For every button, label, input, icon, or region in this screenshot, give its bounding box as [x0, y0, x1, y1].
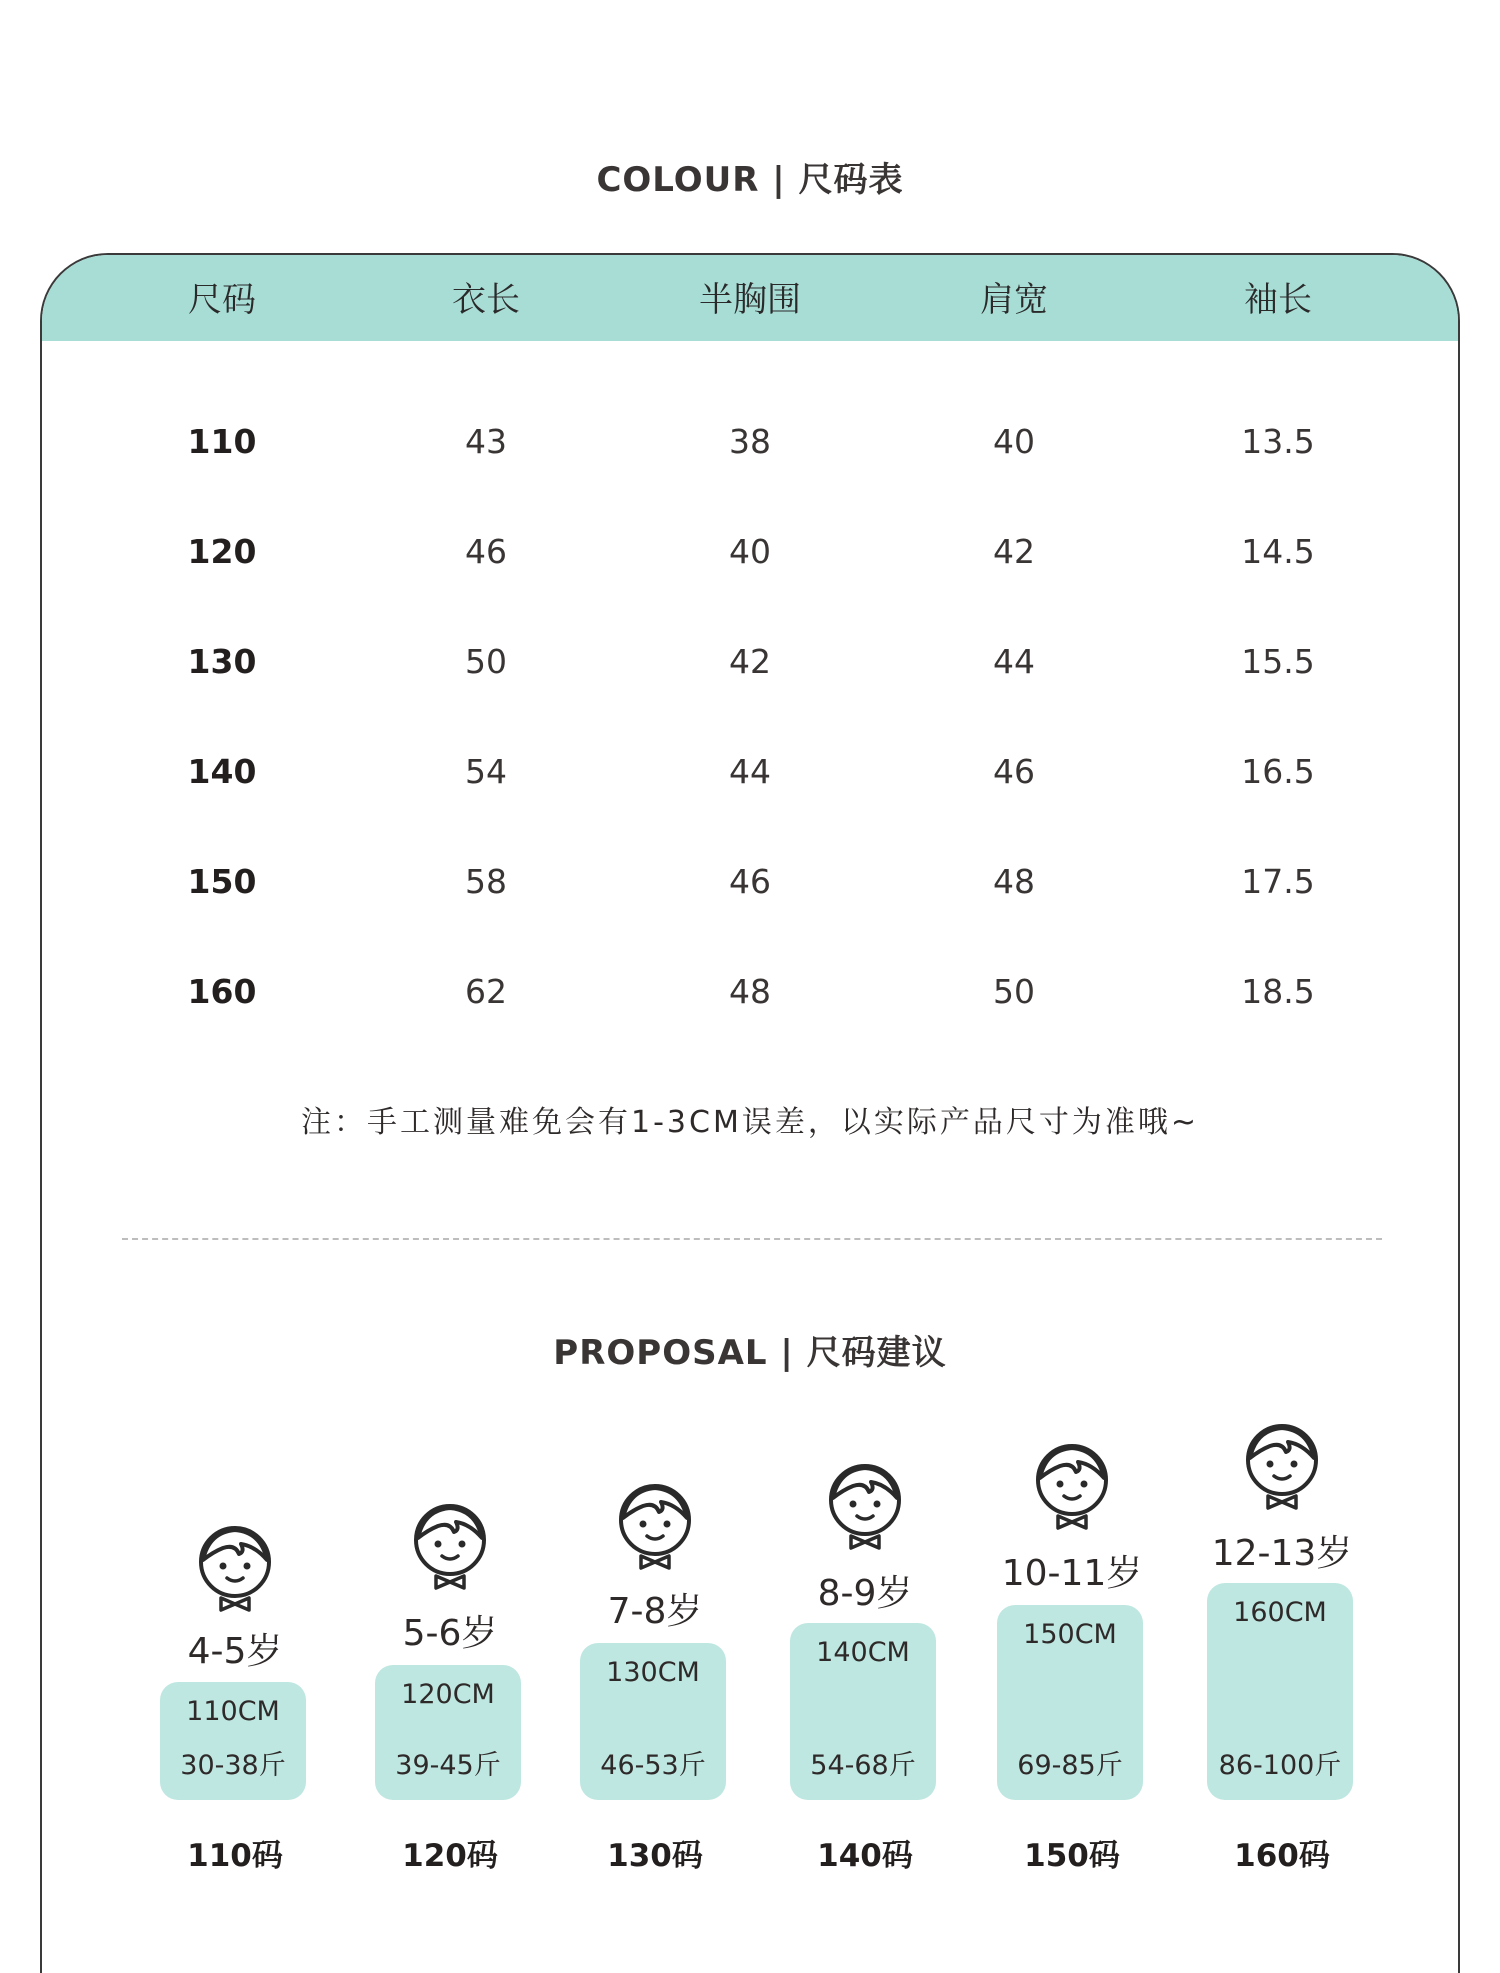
- weight-label: 69-85斤: [1017, 1750, 1123, 1781]
- size-code-label: 150码: [1024, 1838, 1120, 1874]
- cell-length: 54: [465, 752, 507, 791]
- age-label: 4-5岁: [187, 1631, 283, 1672]
- cell-length: 43: [465, 422, 507, 461]
- cell-shoulder: 40: [993, 422, 1035, 461]
- cell-length: 50: [465, 642, 507, 681]
- table-row: [42, 632, 1458, 692]
- cell-shoulder: 46: [993, 752, 1035, 791]
- cell-chest: 48: [729, 972, 771, 1011]
- cell-sleeve: 14.5: [1241, 532, 1315, 571]
- height-label: 120CM: [401, 1679, 495, 1710]
- cell-chest: 46: [729, 862, 771, 901]
- size-box: [160, 1682, 306, 1800]
- size-chart-card: [40, 253, 1460, 1973]
- height-label: 130CM: [606, 1657, 700, 1688]
- table-row: [42, 962, 1458, 1022]
- weight-label: 86-100斤: [1218, 1750, 1342, 1781]
- cell-sleeve: 17.5: [1241, 862, 1315, 901]
- cell-chest: 42: [729, 642, 771, 681]
- size-code-label: 130码: [607, 1838, 703, 1874]
- size-box: [790, 1623, 936, 1800]
- weight-label: 46-53斤: [600, 1750, 706, 1781]
- size-code-label: 160码: [1234, 1838, 1330, 1874]
- cell-size: 150: [187, 862, 257, 901]
- size-code-label: 140码: [817, 1838, 913, 1874]
- header-chest: 半胸围: [699, 280, 801, 320]
- table-row: [42, 412, 1458, 472]
- child-face-icon: [615, 1480, 695, 1570]
- cell-chest: 44: [729, 752, 771, 791]
- age-label: 8-9岁: [817, 1573, 913, 1614]
- weight-label: 39-45斤: [395, 1750, 501, 1781]
- child-face-icon: [825, 1460, 905, 1550]
- child-face-icon: [195, 1522, 275, 1612]
- size-box: [375, 1665, 521, 1800]
- cell-chest: 40: [729, 532, 771, 571]
- cell-sleeve: 16.5: [1241, 752, 1315, 791]
- height-label: 150CM: [1023, 1619, 1117, 1650]
- cell-size: 110: [187, 422, 257, 461]
- measurement-note: 注：手工测量难免会有1-3CM误差，以实际产品尺寸为准哦~: [301, 1105, 1199, 1140]
- age-label: 5-6岁: [402, 1613, 498, 1654]
- child-face-icon: [1032, 1440, 1112, 1530]
- cell-shoulder: 42: [993, 532, 1035, 571]
- size-box: [1207, 1583, 1353, 1800]
- cell-shoulder: 44: [993, 642, 1035, 681]
- dashed-divider: [122, 1238, 1382, 1240]
- cell-size: 130: [187, 642, 257, 681]
- size-box: [580, 1643, 726, 1800]
- weight-label: 30-38斤: [180, 1750, 286, 1781]
- cell-length: 58: [465, 862, 507, 901]
- child-face-icon: [410, 1500, 490, 1590]
- age-label: 12-13岁: [1211, 1533, 1353, 1574]
- header-shoulder: 肩宽: [980, 280, 1048, 320]
- header-sleeve: 袖长: [1244, 280, 1312, 320]
- table-row: [42, 522, 1458, 582]
- child-face-icon: [1242, 1420, 1322, 1510]
- header-size: 尺码: [188, 280, 256, 320]
- header-length: 衣长: [452, 280, 520, 320]
- size-chart-title: COLOUR | 尺码表: [596, 160, 904, 200]
- cell-sleeve: 18.5: [1241, 972, 1315, 1011]
- table-header: [42, 255, 1458, 341]
- cell-shoulder: 50: [993, 972, 1035, 1011]
- table-row: [42, 852, 1458, 912]
- size-code-label: 120码: [402, 1838, 498, 1874]
- cell-sleeve: 15.5: [1241, 642, 1315, 681]
- age-label: 7-8岁: [607, 1591, 703, 1632]
- cell-length: 46: [465, 532, 507, 571]
- cell-size: 140: [187, 752, 257, 791]
- cell-size: 120: [187, 532, 257, 571]
- table-row: [42, 742, 1458, 802]
- weight-label: 54-68斤: [810, 1750, 916, 1781]
- cell-size: 160: [187, 972, 257, 1011]
- height-label: 110CM: [186, 1696, 280, 1727]
- age-label: 10-11岁: [1001, 1553, 1143, 1594]
- cell-chest: 38: [729, 422, 771, 461]
- proposal-title: PROPOSAL | 尺码建议: [553, 1333, 947, 1373]
- height-label: 160CM: [1233, 1597, 1327, 1628]
- size-box: [997, 1605, 1143, 1800]
- cell-sleeve: 13.5: [1241, 422, 1315, 461]
- height-label: 140CM: [816, 1637, 910, 1668]
- size-code-label: 110码: [187, 1838, 283, 1874]
- cell-shoulder: 48: [993, 862, 1035, 901]
- cell-length: 62: [465, 972, 507, 1011]
